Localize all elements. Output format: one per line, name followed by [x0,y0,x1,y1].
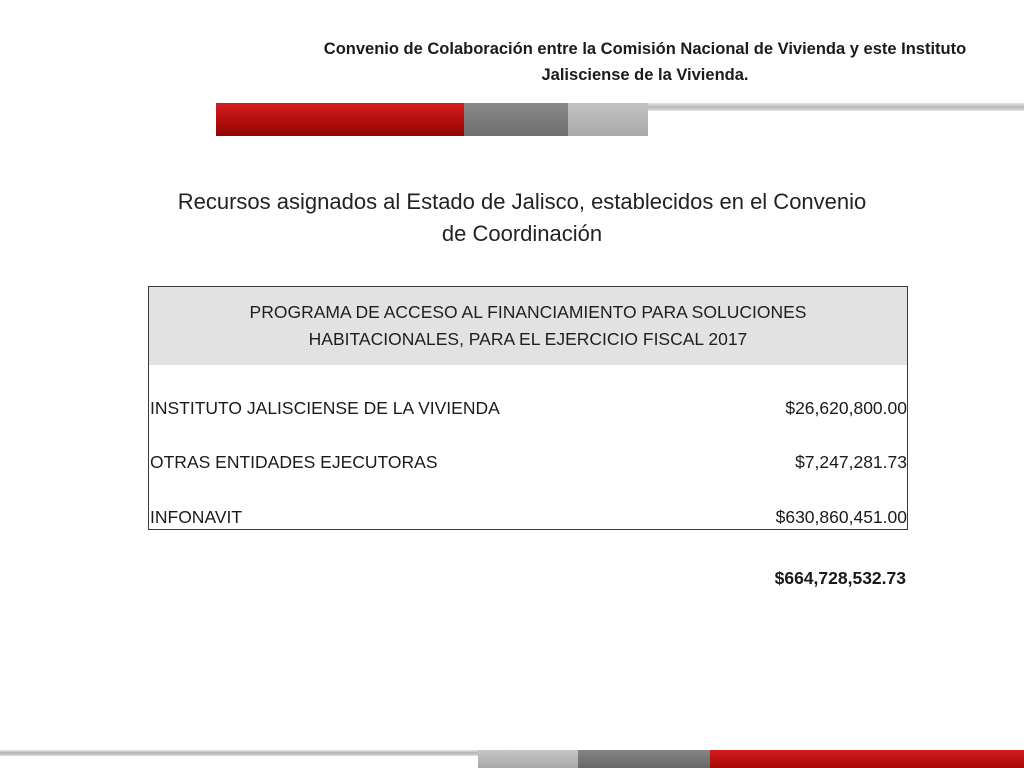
row-label: OTRAS ENTIDADES EJECUTORAS [150,451,438,472]
bottom-divider-line [0,750,478,756]
bottom-light-gray-bar [478,750,578,768]
table-row [149,504,907,530]
header-title-line-1: Convenio de Colaboración entre la Comisión Nacional de Vivienda y este Instituto [323,40,967,58]
bottom-red-bar [710,750,1024,768]
top-red-bar [216,103,464,136]
top-light-gray-bar [568,103,648,136]
row-label: INFONAVIT [150,506,243,527]
table-header [149,287,907,365]
table-row [149,449,907,475]
top-divider-line [648,103,1024,111]
row-label: INSTITUTO JALISCIENSE DE LA VIVIENDA [150,397,500,418]
page-title [160,186,884,250]
bottom-dark-gray-bar [578,750,710,768]
row-amount: $26,620,800.00 [785,397,907,418]
row-amount: $630,860,451.00 [775,506,907,527]
table-header-line-2: HABITACIONALES, PARA EL EJERCICIO FISCAL 2017 [308,329,748,349]
header-title-line-2: Jalisciense de la Vivienda. [541,66,749,84]
top-dark-gray-bar [464,103,568,136]
total-amount: $664,728,532.73 [774,568,906,588]
table-header-line-1: PROGRAMA DE ACCESO AL FINANCIAMIENTO PARA SOLUCIONES [249,302,807,322]
row-amount: $7,247,281.73 [795,451,907,472]
document-header-title [260,36,1024,88]
page-title-line-2: de Coordinación [441,221,603,246]
page-title-line-1: Recursos asignados al Estado de Jalisco, establecidos en el Convenio [177,189,867,214]
resources-table [148,286,908,530]
table-row [149,395,907,421]
